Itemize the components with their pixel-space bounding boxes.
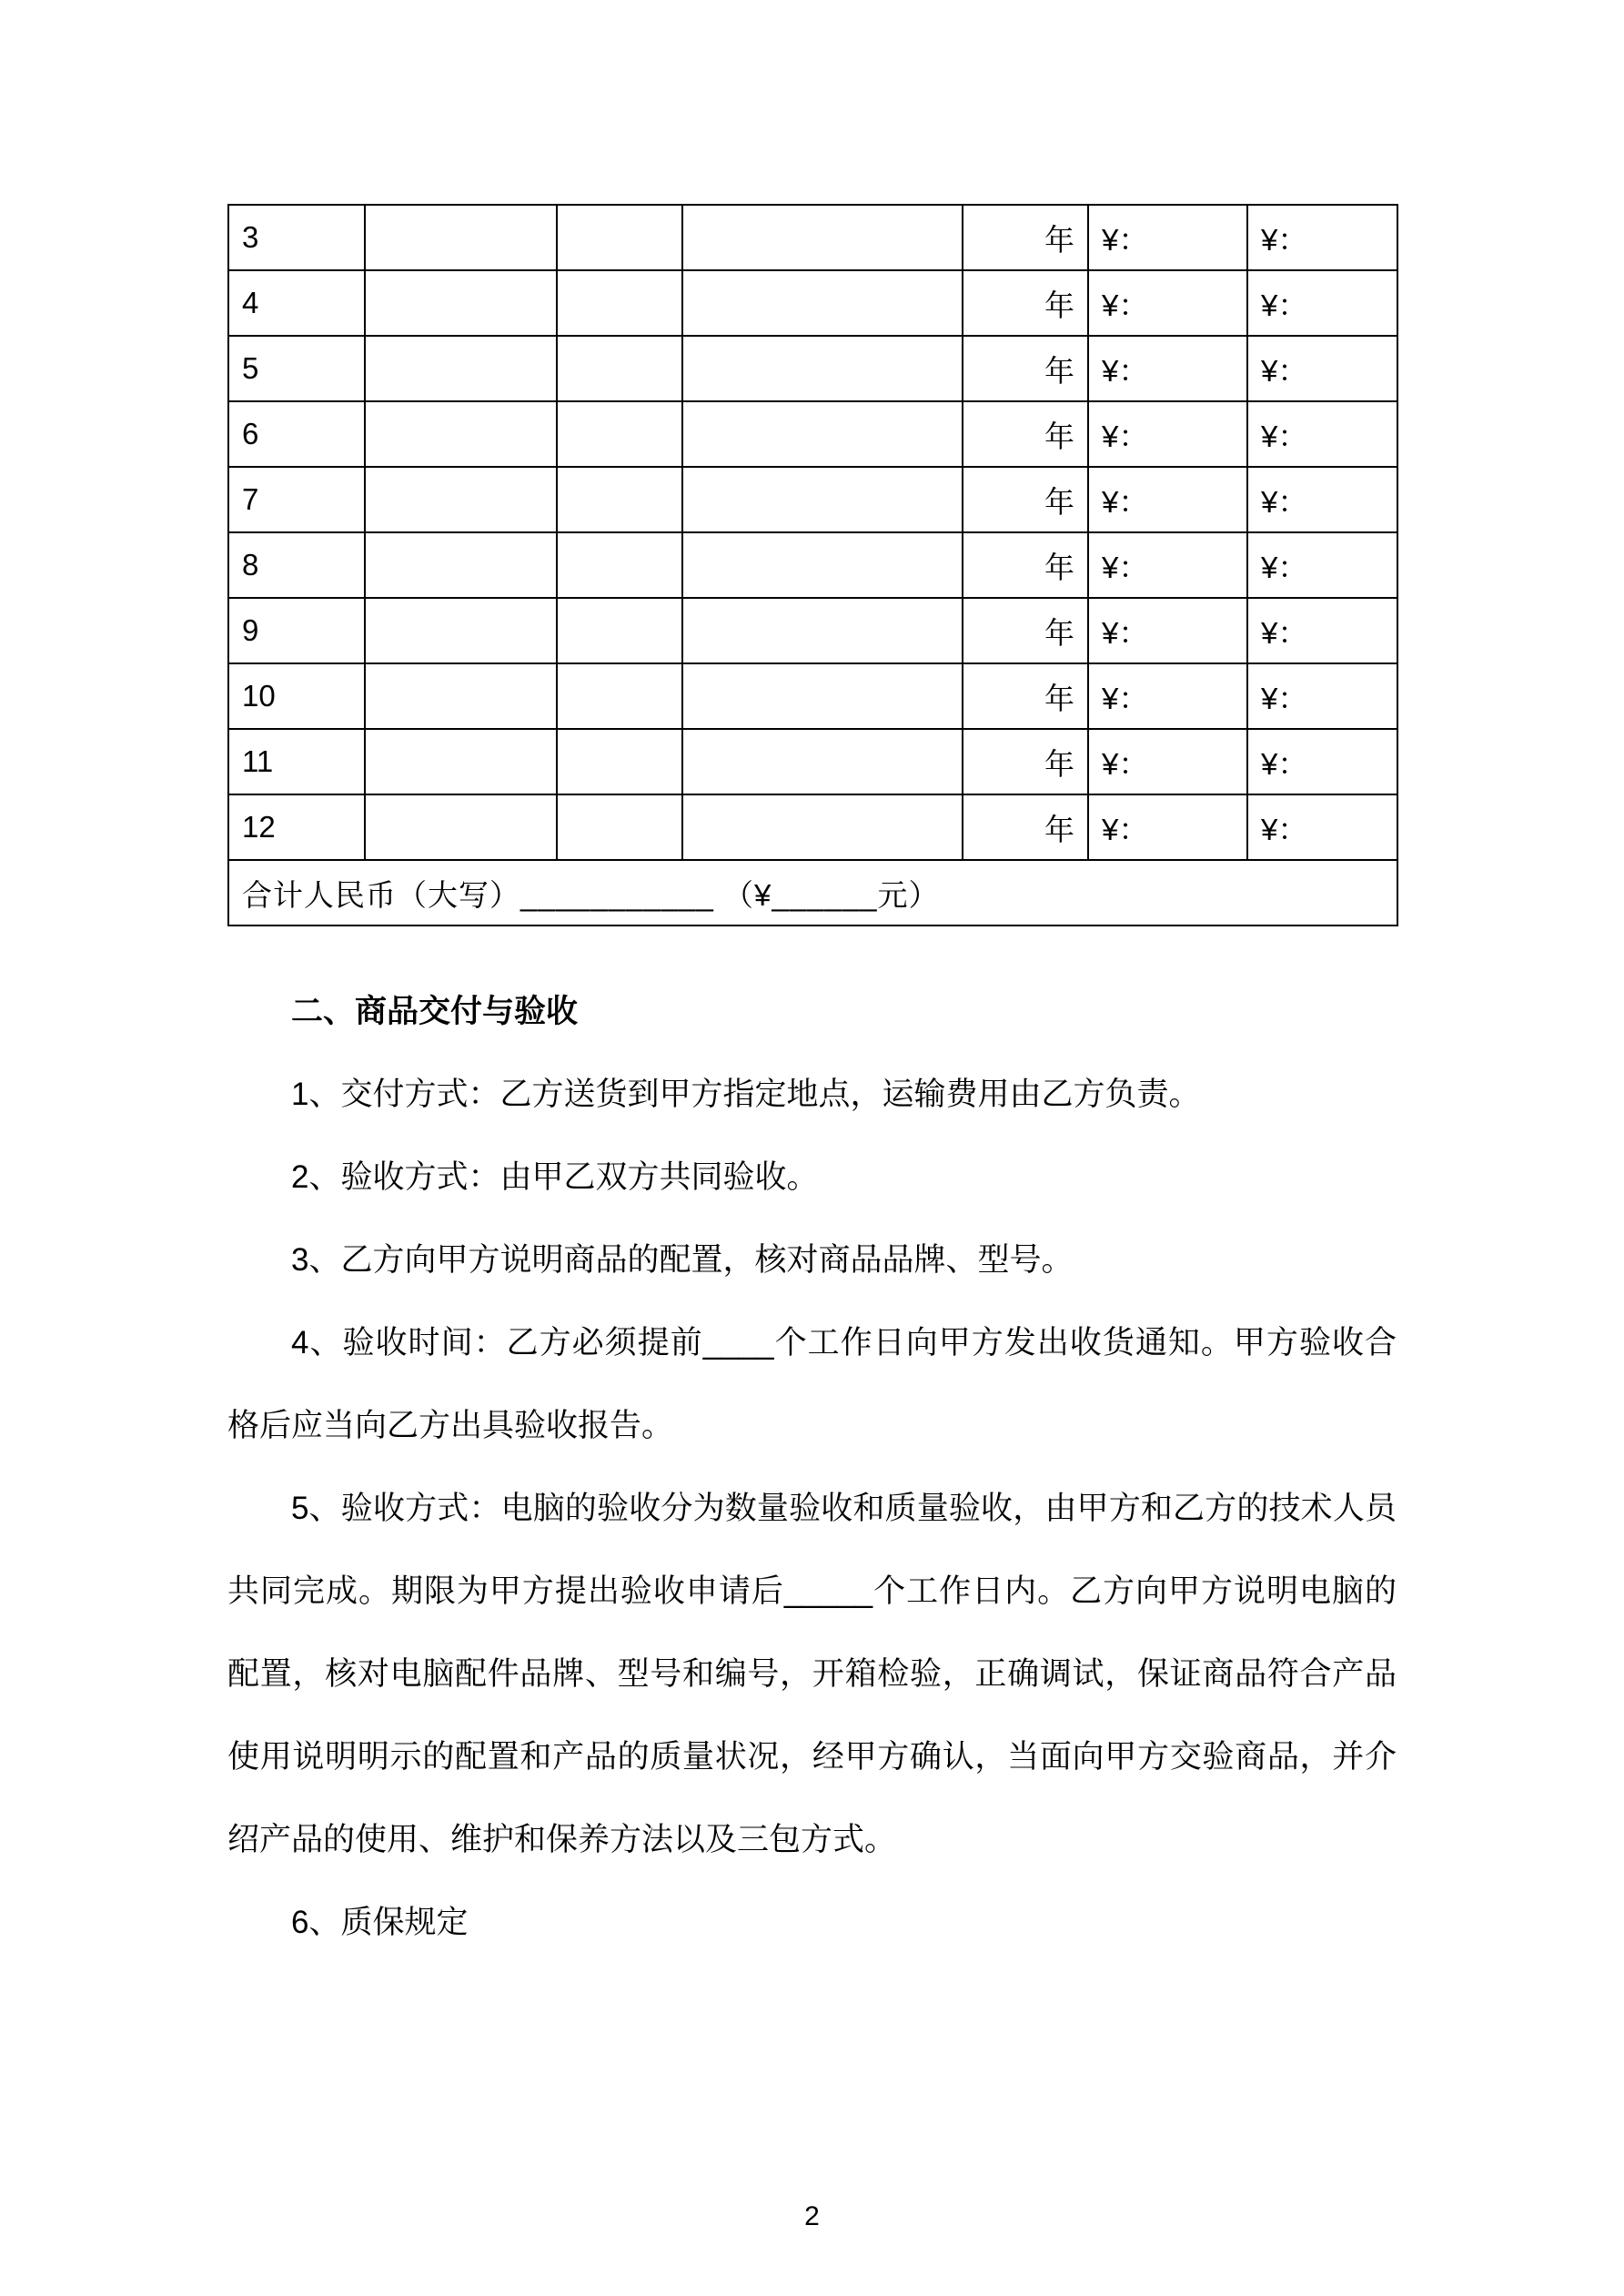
year-cell: 年 (963, 794, 1088, 860)
empty-cell (557, 401, 682, 467)
table-row (228, 729, 1397, 794)
empty-cell (365, 532, 557, 598)
empty-cell (557, 598, 682, 663)
unit-price-cell: ¥： (1088, 598, 1247, 663)
empty-cell (682, 598, 963, 663)
row-number: 5 (228, 336, 365, 401)
table-row (228, 336, 1397, 401)
row-number: 7 (228, 467, 365, 532)
empty-cell (557, 532, 682, 598)
table-row (228, 532, 1397, 598)
total-price-cell: ¥： (1247, 598, 1397, 663)
table-row (228, 270, 1397, 336)
paragraph-acceptance-time: 4、验收时间：乙方必须提前____个工作日向甲方发出收货通知。甲方验收合格后应当向乙方出具验收报告。 (227, 1325, 1397, 1443)
empty-cell (365, 336, 557, 401)
empty-cell (682, 270, 963, 336)
year-cell: 年 (963, 205, 1088, 270)
paragraph-delivery-method: 1、交付方式：乙方送货到甲方指定地点，运输费用由乙方负责。 (291, 1077, 1201, 1112)
empty-cell (365, 270, 557, 336)
row-number: 6 (228, 401, 365, 467)
paragraph-acceptance-method: 2、验收方式：由甲乙双方共同验收。 (291, 1159, 819, 1195)
unit-price-cell: ¥： (1088, 467, 1247, 532)
total-price-cell: ¥： (1247, 467, 1397, 532)
row-number: 8 (228, 532, 365, 598)
unit-price-cell: ¥： (1088, 336, 1247, 401)
empty-cell (365, 598, 557, 663)
year-cell: 年 (963, 401, 1088, 467)
empty-cell (682, 729, 963, 794)
total-price-cell: ¥： (1247, 794, 1397, 860)
paragraph-warranty: 6、质保规定 (291, 1905, 469, 1940)
year-cell: 年 (963, 336, 1088, 401)
empty-cell (557, 663, 682, 729)
empty-cell (682, 663, 963, 729)
unit-price-cell: ¥： (1088, 663, 1247, 729)
year-cell: 年 (963, 270, 1088, 336)
empty-cell (365, 663, 557, 729)
table-footer-row (228, 860, 1397, 925)
row-number: 11 (228, 729, 365, 794)
empty-cell (365, 794, 557, 860)
empty-cell (365, 467, 557, 532)
empty-cell (682, 205, 963, 270)
unit-price-cell: ¥： (1088, 205, 1247, 270)
empty-cell (365, 205, 557, 270)
total-price-cell: ¥： (1247, 205, 1397, 270)
table-row (228, 205, 1397, 270)
table-row (228, 794, 1397, 860)
empty-cell (557, 794, 682, 860)
row-number: 4 (228, 270, 365, 336)
paragraph-acceptance-detail: 5、验收方式：电脑的验收分为数量验收和质量验收，由甲方和乙方的技术人员共同完成。期限为甲方提出验收申请后_____个工作日内。乙方向甲方说明电脑的配置，核对电脑配件品牌、型号和编号，开箱检验，正确调试，保证商品符合产品使用说明明示的配置和产品的质量状况，经甲方确认，当面向甲方交验商品，并介绍产品的使用、维护和保养方法以及三包方式。 (227, 1491, 1397, 1857)
price-table (227, 204, 1398, 926)
table-row (228, 663, 1397, 729)
empty-cell (682, 532, 963, 598)
empty-cell (557, 729, 682, 794)
unit-price-cell: ¥： (1088, 532, 1247, 598)
total-price-cell: ¥： (1247, 401, 1397, 467)
table-row (228, 401, 1397, 467)
empty-cell (682, 401, 963, 467)
page-content (227, 204, 1397, 1964)
empty-cell (557, 205, 682, 270)
year-cell: 年 (963, 729, 1088, 794)
empty-cell (557, 270, 682, 336)
year-cell: 年 (963, 532, 1088, 598)
empty-cell (365, 729, 557, 794)
unit-price-cell: ¥： (1088, 401, 1247, 467)
paragraph-configuration-check: 3、乙方向甲方说明商品的配置，核对商品品牌、型号。 (291, 1242, 1074, 1278)
section-heading: 二、商品交付与验收 (291, 994, 579, 1029)
total-price-cell: ¥： (1247, 663, 1397, 729)
delivery-acceptance-section (227, 970, 1397, 1964)
unit-price-cell: ¥： (1088, 729, 1247, 794)
unit-price-cell: ¥： (1088, 794, 1247, 860)
year-cell: 年 (963, 598, 1088, 663)
page-number: 2 (804, 2201, 820, 2231)
total-price-cell: ¥： (1247, 532, 1397, 598)
empty-cell (682, 794, 963, 860)
empty-cell (365, 401, 557, 467)
unit-price-cell: ¥： (1088, 270, 1247, 336)
total-price-cell: ¥： (1247, 729, 1397, 794)
empty-cell (682, 467, 963, 532)
total-price-cell: ¥： (1247, 270, 1397, 336)
table-row (228, 467, 1397, 532)
year-cell: 年 (963, 663, 1088, 729)
row-number: 10 (228, 663, 365, 729)
row-number: 12 (228, 794, 365, 860)
row-number: 9 (228, 598, 365, 663)
empty-cell (682, 336, 963, 401)
year-cell: 年 (963, 467, 1088, 532)
table-row (228, 598, 1397, 663)
empty-cell (557, 467, 682, 532)
empty-cell (557, 336, 682, 401)
total-amount-cell: 合计人民币（大写）___________ （¥______元） (228, 860, 1397, 925)
row-number: 3 (228, 205, 365, 270)
total-price-cell: ¥： (1247, 336, 1397, 401)
